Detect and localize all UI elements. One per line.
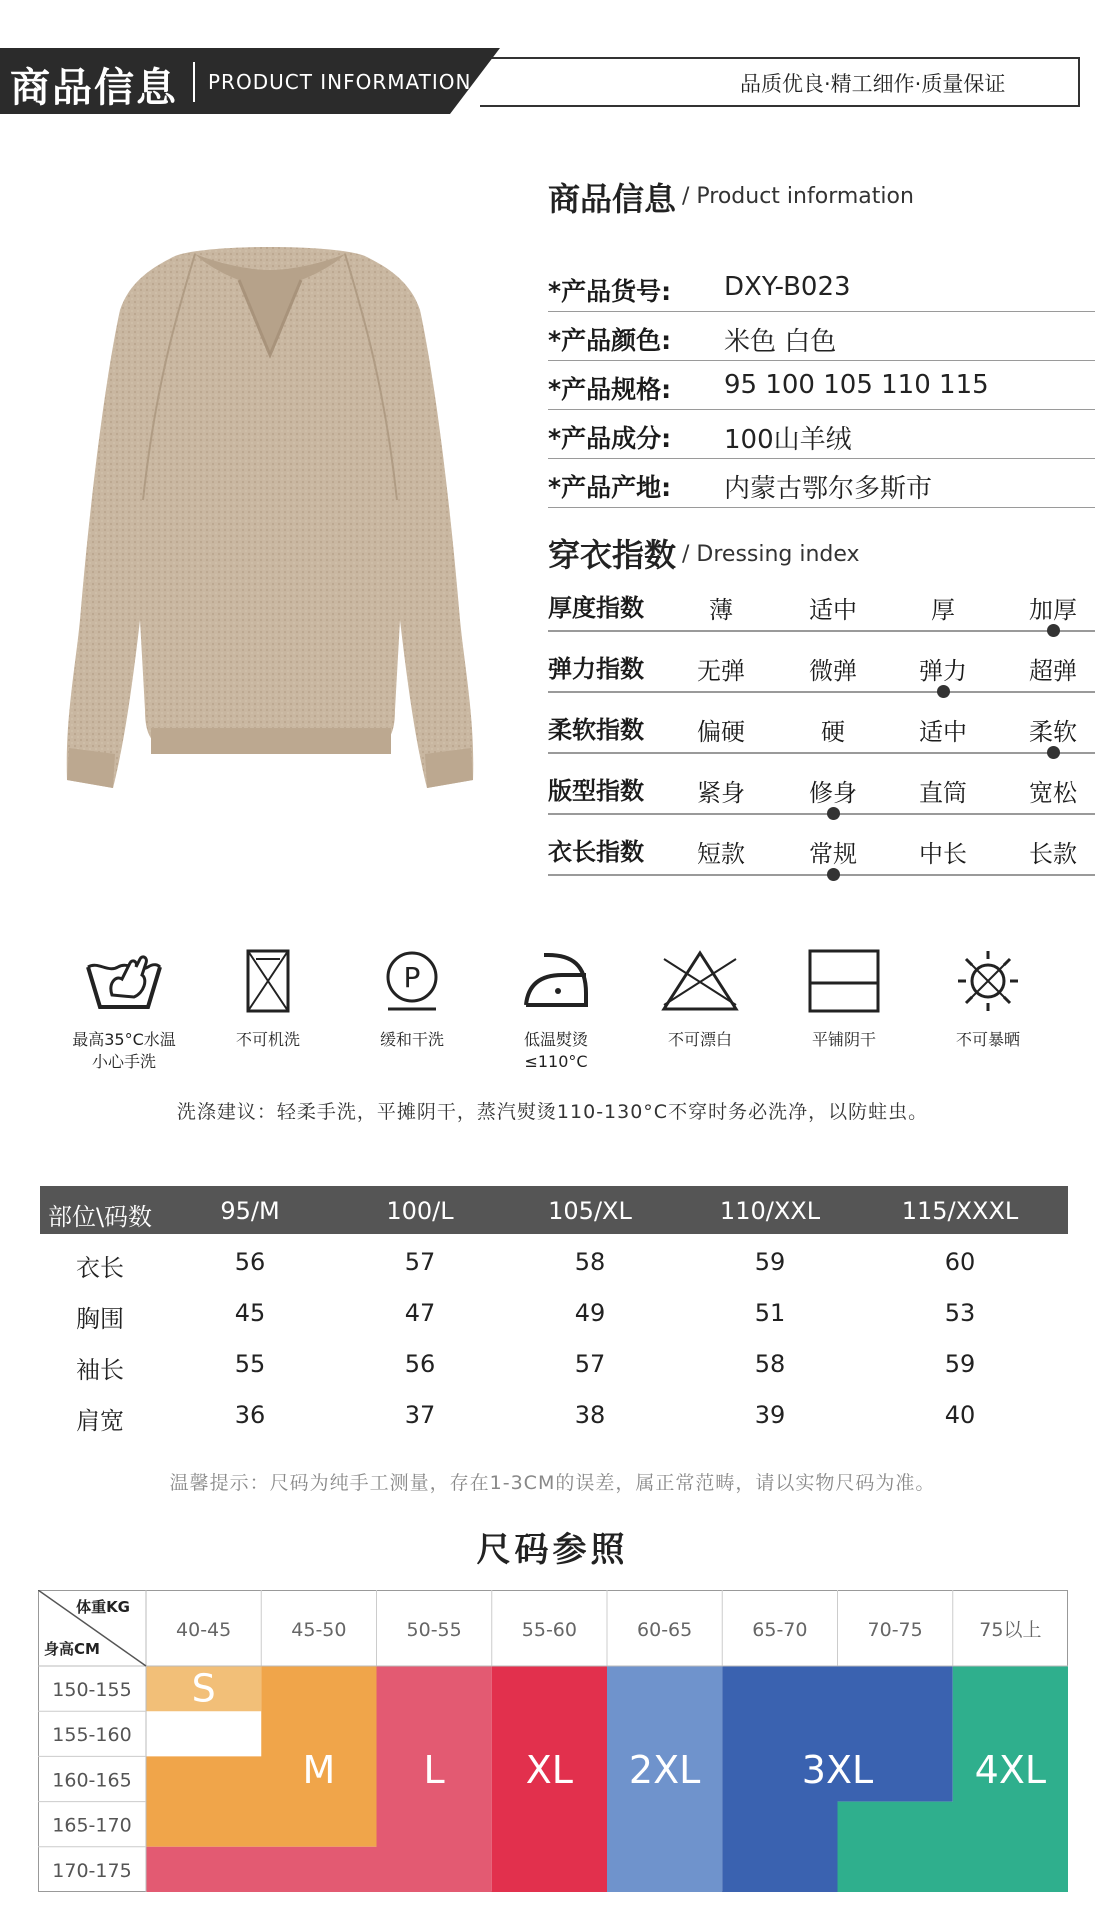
dressing-index-option: 适中 [809, 596, 857, 624]
dressing-index-line [548, 630, 1095, 632]
care-label: 低温熨烫 [523, 1030, 588, 1049]
svg-text:P: P [403, 961, 421, 994]
size-table-cell: 55 [234, 1350, 266, 1378]
dressing-index-label: 厚度指数 [548, 594, 644, 622]
sweater-image [55, 240, 485, 800]
weight-label: 55-60 [521, 1619, 577, 1641]
size-table-cell: 56 [234, 1248, 266, 1276]
size-table-cell: 胸围 [76, 1305, 124, 1333]
size-table-cell: 36 [234, 1401, 266, 1429]
care-item [198, 945, 338, 1051]
size-table-cell: 40 [944, 1401, 976, 1429]
dressing-index-option: 硬 [821, 718, 845, 746]
dressing-index-option: 宽松 [1029, 779, 1077, 807]
dressing-index-option: 超弹 [1029, 657, 1077, 685]
size-table-cell: 53 [944, 1299, 976, 1327]
no-sun-dry-icon [946, 945, 1030, 1017]
dressing-index-line [548, 691, 1095, 693]
dressing-index-row [548, 639, 1095, 701]
weight-label: 65-70 [752, 1619, 808, 1641]
weight-axis-label: 体重KG [76, 1598, 130, 1616]
care-label-2: 小心手洗 [91, 1052, 156, 1071]
size-table-cell: 47 [404, 1299, 436, 1327]
dressing-index-marker [827, 807, 840, 820]
dressing-index-line [548, 813, 1095, 815]
size-reference-title: 尺码参照 [476, 1530, 629, 1570]
no-machine-wash-icon [226, 945, 310, 1017]
dressing-index-option: 加厚 [1029, 596, 1077, 624]
size-table-cell: 45 [234, 1299, 266, 1327]
dressing-index-option: 长款 [1029, 840, 1077, 868]
height-label: 165-170 [52, 1814, 132, 1837]
info-label: *产品规格: [548, 375, 672, 404]
size-table-cell: 38 [574, 1401, 606, 1429]
size-table-row [40, 1401, 1068, 1441]
weight-label: 75以上 [979, 1619, 1042, 1641]
flat-dry-shade-icon [802, 945, 886, 1017]
info-label: *产品产地: [548, 473, 672, 502]
care-label: 缓和干洗 [379, 1030, 444, 1049]
height-label: 150-155 [52, 1679, 132, 1701]
size-table-cell: 39 [754, 1401, 786, 1429]
size-table-header-cell: 105/XL [548, 1197, 632, 1225]
dressing-index-option: 偏硬 [697, 718, 745, 746]
care-item [774, 945, 914, 1051]
info-value: 95 100 105 110 115 [724, 370, 989, 400]
care-label: 不可机洗 [235, 1030, 300, 1049]
dressing-index-row [548, 578, 1095, 640]
banner-subtitle: PRODUCT INFORMATION [208, 70, 472, 94]
height-axis-label: 身高CM [44, 1640, 100, 1658]
care-label-2: ≤110°C [524, 1052, 588, 1071]
size-table-cell: 58 [574, 1248, 606, 1276]
product-info-title-en: / Product information [682, 184, 914, 209]
size-table-cell: 49 [574, 1299, 606, 1327]
size-table-cell: 60 [944, 1248, 976, 1276]
dressing-index-marker [827, 868, 840, 881]
size-table-cell: 袖长 [76, 1356, 124, 1384]
size-label-s: S [191, 1666, 216, 1711]
size-label-3xl: 3XL [801, 1747, 874, 1792]
dressing-index-title-en: / Dressing index [682, 542, 860, 567]
banner-separator [193, 62, 195, 102]
size-table-header-cell: 115/XXXL [901, 1197, 1019, 1225]
weight-label: 45-50 [291, 1619, 347, 1641]
dressing-index-label: 柔软指数 [548, 716, 644, 744]
care-label: 平铺阴干 [811, 1030, 876, 1049]
size-label-2xl: 2XL [628, 1747, 701, 1792]
size-table-header-cell: 部位\码数 [47, 1203, 153, 1231]
size-label-m: M [302, 1747, 336, 1792]
dressing-index-option: 薄 [709, 596, 733, 624]
info-value: DXY-B023 [724, 272, 851, 302]
dressing-index-option: 直筒 [919, 779, 967, 807]
weight-label: 50-55 [406, 1619, 462, 1641]
size-table-header [40, 1186, 1068, 1234]
info-label: *产品成分: [548, 424, 672, 453]
dressing-index-option: 常规 [809, 840, 857, 868]
size-label-xl: XL [525, 1747, 573, 1792]
low-iron-icon [514, 945, 598, 1017]
dressing-index-option: 修身 [809, 779, 857, 807]
dressing-index-marker [1047, 624, 1060, 637]
dressing-index-label: 版型指数 [548, 777, 644, 805]
dressing-index-option: 紧身 [697, 779, 745, 807]
mild-dry-clean-icon [370, 945, 454, 1017]
dressing-index-option: 中长 [919, 840, 967, 868]
banner-title: 商品信息 [10, 65, 178, 111]
wash-advice-note: 洗涤建议：轻柔手洗，平摊阴干，蒸汽熨烫110-130°C不穿时务必洗净，以防蛀虫。 [176, 1101, 929, 1123]
info-row [548, 411, 1095, 459]
size-reference-chart [38, 1590, 1068, 1892]
info-row [548, 313, 1095, 361]
info-row [548, 460, 1095, 508]
care-item [918, 945, 1058, 1051]
dressing-index-line [548, 752, 1095, 754]
dressing-index-marker [937, 685, 950, 698]
size-label-l: L [423, 1747, 445, 1792]
weight-label: 70-75 [867, 1619, 923, 1641]
care-item [486, 945, 626, 1073]
banner-slogan: 品质优良·精工细作·质量保证 [740, 72, 1006, 96]
dressing-index-line [548, 874, 1095, 876]
dressing-index-title: 穿衣指数 [548, 536, 677, 574]
size-table-row [40, 1299, 1068, 1339]
care-item [54, 945, 194, 1073]
size-table-header-cell: 95/M [220, 1197, 280, 1225]
dressing-index-option: 弹力 [919, 657, 967, 685]
care-label: 不可暴晒 [955, 1030, 1020, 1049]
info-value: 100山羊绒 [724, 425, 852, 455]
weight-label: 40-45 [176, 1619, 232, 1641]
info-value: 内蒙古鄂尔多斯市 [724, 474, 933, 504]
hand-wash-icon [82, 945, 166, 1017]
dressing-index-option: 厚 [931, 596, 955, 624]
info-row [548, 264, 1095, 312]
dressing-index-option: 无弹 [697, 657, 745, 685]
height-label: 155-160 [52, 1724, 132, 1747]
size-table-cell: 肩宽 [76, 1407, 124, 1435]
size-table-cell: 57 [404, 1248, 436, 1276]
dressing-index-row [548, 761, 1095, 823]
care-item [342, 945, 482, 1051]
size-table-header-cell: 100/L [386, 1197, 454, 1225]
size-table-cell: 衣长 [76, 1254, 124, 1282]
care-label: 不可漂白 [667, 1030, 732, 1049]
size-table-header-cell: 110/XXL [719, 1197, 821, 1225]
dressing-index-label: 弹力指数 [548, 655, 644, 683]
size-table-cell: 59 [944, 1350, 976, 1378]
dressing-index-option: 短款 [697, 840, 745, 868]
care-label: 最高35°C水温 [72, 1030, 176, 1049]
dressing-index-option: 柔软 [1029, 718, 1077, 746]
size-table-row [40, 1350, 1068, 1390]
size-table-cell: 51 [754, 1299, 786, 1327]
dressing-index-label: 衣长指数 [548, 838, 644, 866]
care-item [630, 945, 770, 1051]
dressing-index-option: 适中 [919, 718, 967, 746]
size-table-cell: 59 [754, 1248, 786, 1276]
size-table-cell: 58 [754, 1350, 786, 1378]
dressing-index-option: 微弹 [809, 657, 857, 685]
info-label: *产品货号: [548, 277, 672, 306]
info-row [548, 362, 1095, 410]
dressing-index-row [548, 700, 1095, 762]
dressing-index-row [548, 822, 1095, 884]
info-value: 米色 白色 [724, 327, 837, 357]
size-label-4xl: 4XL [974, 1747, 1047, 1792]
no-bleach-icon [658, 945, 742, 1017]
height-label: 170-175 [52, 1859, 132, 1882]
size-tip-note: 温馨提示：尺码为纯手工测量，存在1-3CM的误差，属正常范畴，请以实物尺码为准。 [169, 1472, 936, 1494]
size-table-cell: 56 [404, 1350, 436, 1378]
info-label: *产品颜色: [548, 326, 672, 355]
height-label: 160-165 [52, 1769, 132, 1792]
dressing-index-marker [1047, 746, 1060, 759]
size-table-cell: 57 [574, 1350, 606, 1378]
size-table-cell: 37 [404, 1401, 436, 1429]
weight-label: 60-65 [637, 1619, 693, 1641]
size-table-row [40, 1248, 1068, 1288]
product-info-title: 商品信息 [548, 180, 677, 218]
